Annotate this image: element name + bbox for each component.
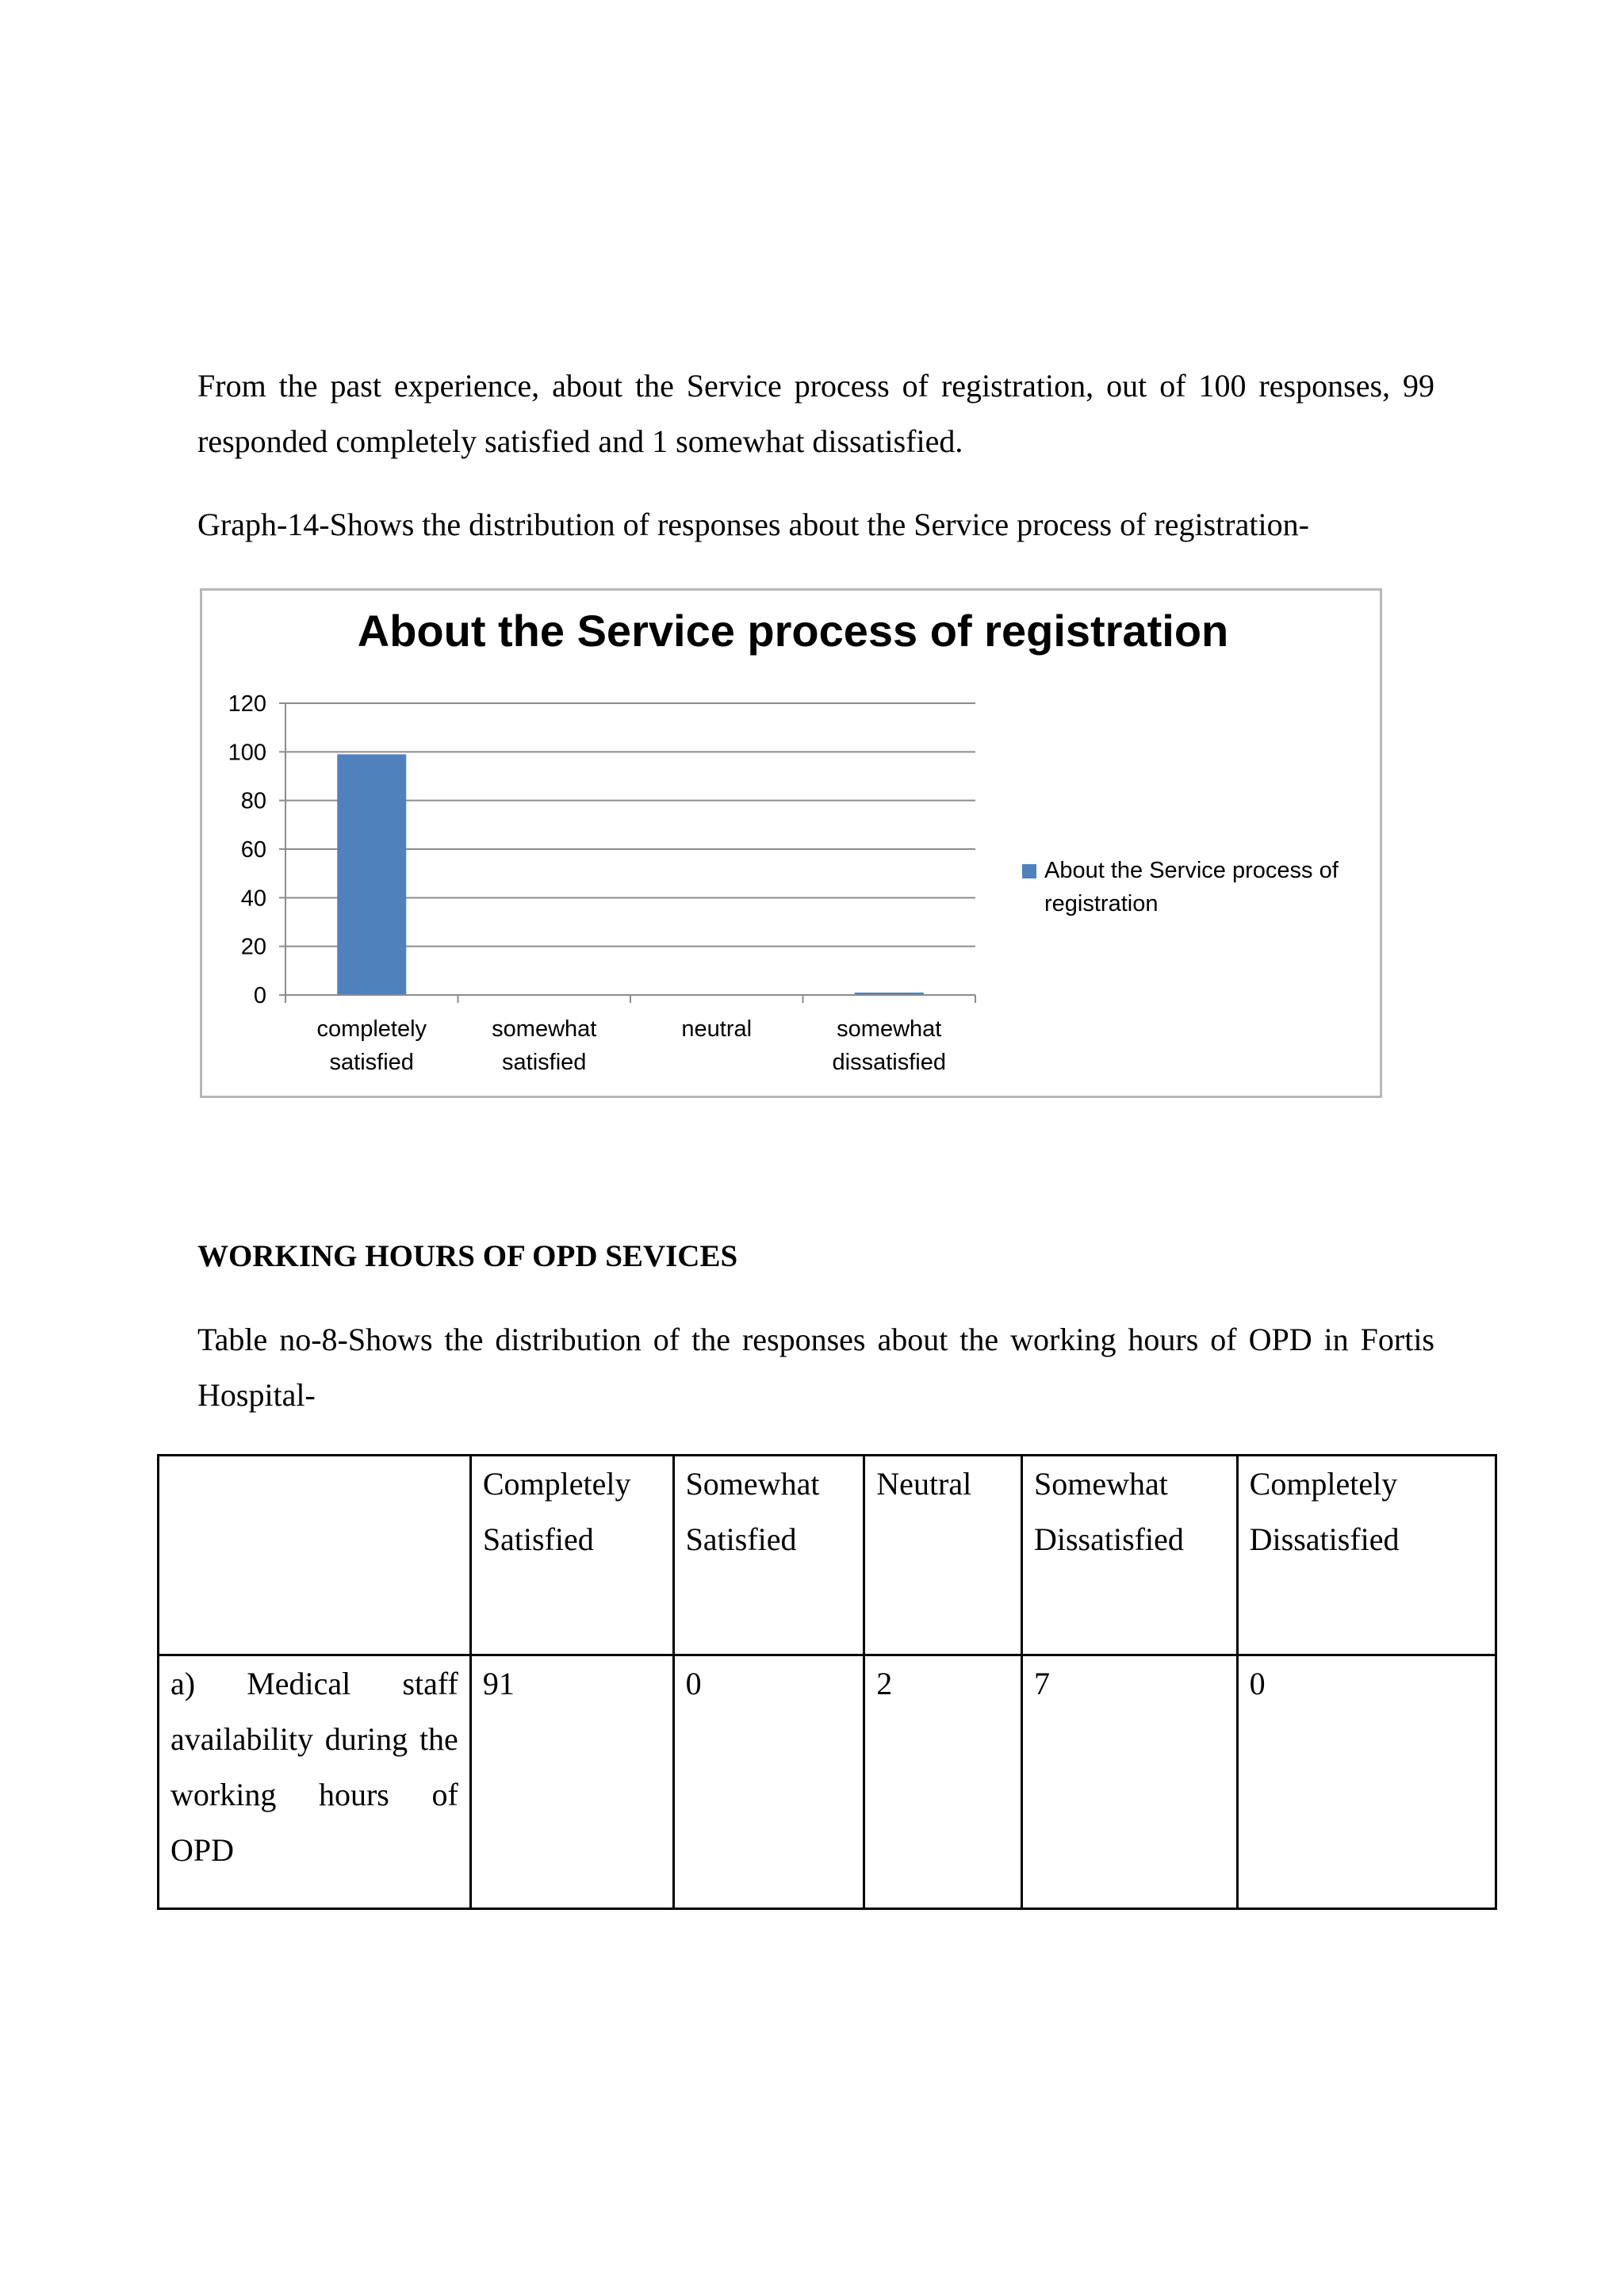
header-cell-completely-dissatisfied: Completely Dissatisfied (1237, 1456, 1496, 1655)
header-cell-neutral: Neutral (864, 1456, 1022, 1655)
y-tick-label: 100 (228, 740, 266, 766)
row-label-medical-staff: a) Medical staff availability during the working hours of OPD (159, 1655, 471, 1909)
header-cell-completely-satisfied: Completely Satisfied (470, 1456, 673, 1655)
header-cell-blank (159, 1456, 471, 1655)
cell-neutral: 2 (864, 1655, 1022, 1909)
section-heading: WORKING HOURS OF OPD SEVICES (197, 1239, 738, 1273)
cell-somewhat-dissatisfied: 7 (1021, 1655, 1237, 1909)
x-tick-label: somewhat (837, 1016, 942, 1042)
chart-title: About the Service process of registration (357, 606, 1229, 656)
y-tick-label: 120 (228, 691, 266, 717)
bar-chart-frame (200, 588, 1382, 1098)
graph-caption: Graph-14-Shows the distribution of responses about the Service process of registration- (197, 507, 1309, 542)
intro-paragraph: From the past experience, about the Service process of registration, out of 100 responses, 99 responded completely satisfied and 1 somewhat dissatisfied. (197, 368, 1434, 459)
header-cell-somewhat-satisfied: Somewhat Satisfied (673, 1456, 864, 1655)
header-cell-somewhat-dissatisfied: Somewhat Dissatisfied (1021, 1456, 1237, 1655)
legend-swatch (1022, 864, 1036, 878)
legend-label: About the Service process of (1044, 858, 1339, 883)
x-tick-label: dissatisfied (832, 1050, 946, 1075)
chart-legend (1022, 858, 1339, 916)
cell-completely-satisfied: 91 (470, 1655, 673, 1909)
cell-completely-dissatisfied: 0 (1237, 1655, 1496, 1909)
y-tick-label: 20 (240, 934, 266, 960)
bar-chart (202, 591, 1380, 1096)
x-tick-label: neutral (681, 1016, 753, 1042)
legend-label: registration (1044, 891, 1159, 916)
table-caption: Table no-8-Shows the distribution of the responses about the working hours of OPD in Fortis Hospital- (197, 1322, 1434, 1413)
x-tick-label: satisfied (329, 1050, 414, 1075)
y-tick-label: 40 (240, 886, 266, 912)
x-tick-label: satisfied (502, 1050, 587, 1075)
bar (337, 754, 406, 995)
x-tick-label: completely (316, 1016, 427, 1042)
y-tick-label: 0 (253, 983, 266, 1008)
table-row (159, 1655, 1496, 1909)
y-tick-label: 60 (240, 837, 266, 863)
table-header-row (159, 1456, 1496, 1655)
chart-bars (337, 754, 924, 995)
x-tick-label: somewhat (492, 1016, 597, 1042)
responses-table (157, 1454, 1497, 1910)
cell-somewhat-satisfied: 0 (673, 1655, 864, 1909)
y-tick-label: 80 (240, 788, 266, 814)
